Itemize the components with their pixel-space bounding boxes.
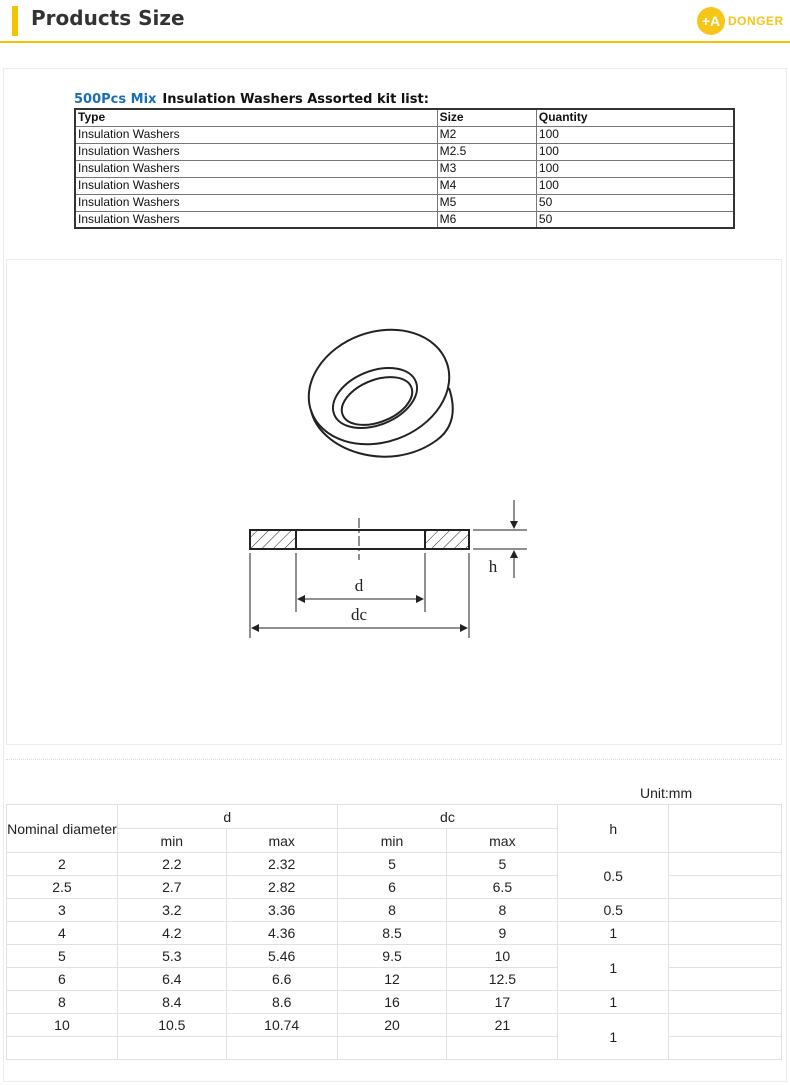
cell-d-min: 10.5 [117,1014,226,1037]
cell-d-max: 6.6 [226,968,337,991]
cell-dc-min: 6 [337,876,447,899]
kit-row [75,143,734,160]
col-d-max: max [226,829,337,853]
cell-blank [669,991,782,1014]
cell-h: 1 [558,945,669,991]
cell-nominal: 10 [7,1014,118,1037]
kit-list-table [74,108,735,229]
kit-size: M5 [437,194,536,211]
table-row [7,991,782,1014]
dim-label-h: h [488,557,498,576]
cell-dc-max: 5 [447,853,558,876]
cell-d-max: 2.82 [226,876,337,899]
kit-size: M2.5 [437,143,536,160]
cell-d-min: 6.4 [117,968,226,991]
section-title: Products Size [31,6,185,30]
kit-row [75,194,734,211]
cell-nominal: 4 [7,922,118,945]
cell-d-max: 3.36 [226,899,337,922]
cell-h: 0.5 [558,899,669,922]
cell-dc-min: 5 [337,853,447,876]
cell-dc-max: 9 [447,922,558,945]
kit-size: M6 [437,211,536,228]
cell-nominal: 8 [7,991,118,1014]
cell-dc-max: 10 [447,945,558,968]
cell-blank [669,922,782,945]
table-row [7,1014,782,1037]
cell-nominal: 2.5 [7,876,118,899]
col-d-min: min [117,829,226,853]
col-dc-max: max [447,829,558,853]
cell-dc-min: 8.5 [337,922,447,945]
kit-quantity: 100 [536,177,734,194]
cell-d-min: 2.2 [117,853,226,876]
brand-logo [697,7,785,37]
dim-label-dc: dc [350,605,368,624]
table-row [7,945,782,968]
cell-dc-min: 16 [337,991,447,1014]
cell-blank [669,968,782,991]
cell-d-min: 5.3 [117,945,226,968]
kit-type: Insulation Washers [75,126,437,143]
cell-nominal: 6 [7,968,118,991]
cell-dc-max: 17 [447,991,558,1014]
kit-type: Insulation Washers [75,160,437,177]
col-d: d [117,805,337,829]
kit-size: M2 [437,126,536,143]
cell-dc-min: 12 [337,968,447,991]
cell-blank [669,853,782,876]
cell-empty [447,1037,558,1060]
cell-h: 1 [558,1014,669,1060]
size-spec-table [6,804,782,1060]
cell-empty [7,1037,118,1060]
kit-type: Insulation Washers [75,177,437,194]
kit-row [75,126,734,143]
cell-dc-max: 21 [447,1014,558,1037]
cell-dc-min: 20 [337,1014,447,1037]
cell-d-max: 2.32 [226,853,337,876]
cell-dc-max: 8 [447,899,558,922]
cell-nominal: 2 [7,853,118,876]
kit-heading [74,92,429,107]
logo-mark: +A [697,7,725,35]
spec-header-row [7,805,782,829]
table-row [7,853,782,876]
cell-h: 0.5 [558,853,669,899]
cell-h: 1 [558,991,669,1014]
col-dc: dc [337,805,558,829]
cell-blank [669,1037,782,1060]
unit-label: Unit:mm [640,785,693,801]
section-header [0,0,790,44]
cell-d-max: 5.46 [226,945,337,968]
kit-header-row [75,109,734,126]
kit-quantity: 100 [536,160,734,177]
col-blank [669,805,782,853]
cell-h: 1 [558,922,669,945]
kit-mix-label: 500Pcs Mix [74,92,157,107]
cell-nominal: 5 [7,945,118,968]
washer-drawing-panel [6,259,782,745]
cell-d-min: 4.2 [117,922,226,945]
kit-quantity: 50 [536,211,734,228]
kit-size: M4 [437,177,536,194]
kit-quantity: 50 [536,194,734,211]
cell-d-min: 3.2 [117,899,226,922]
col-h: h [558,805,669,853]
cell-blank [669,1014,782,1037]
kit-col-type: Type [75,109,437,126]
cell-blank [669,899,782,922]
cell-d-max: 8.6 [226,991,337,1014]
cell-empty [226,1037,337,1060]
header-accent-bar [12,6,18,36]
washer-3d-view [293,311,466,464]
kit-type: Insulation Washers [75,194,437,211]
table-row [7,922,782,945]
cell-nominal: 3 [7,899,118,922]
washer-drawing [7,260,783,746]
kit-type: Insulation Washers [75,211,437,228]
kit-row [75,211,734,228]
cell-blank [669,945,782,968]
washer-section-view [250,500,527,638]
dim-label-d: d [354,576,364,595]
kit-quantity: 100 [536,126,734,143]
kit-quantity: 100 [536,143,734,160]
cell-d-min: 8.4 [117,991,226,1014]
kit-row [75,160,734,177]
kit-col-size: Size [437,109,536,126]
cell-d-max: 10.74 [226,1014,337,1037]
logo-text: DONGER [728,14,784,28]
kit-row [75,177,734,194]
table-row [7,899,782,922]
kit-col-quantity: Quantity [536,109,734,126]
cell-dc-max: 12.5 [447,968,558,991]
cell-blank [669,876,782,899]
cell-d-max: 4.36 [226,922,337,945]
col-dc-min: min [337,829,447,853]
cell-dc-max: 6.5 [447,876,558,899]
cell-empty [117,1037,226,1060]
kit-title: Insulation Washers Assorted kit list: [162,92,429,107]
cell-d-min: 2.7 [117,876,226,899]
cell-dc-min: 9.5 [337,945,447,968]
cell-empty [337,1037,447,1060]
header-divider [0,41,790,43]
kit-size: M3 [437,160,536,177]
cell-dc-min: 8 [337,899,447,922]
kit-type: Insulation Washers [75,143,437,160]
col-nominal-diameter: Nominal diameter [7,805,118,853]
